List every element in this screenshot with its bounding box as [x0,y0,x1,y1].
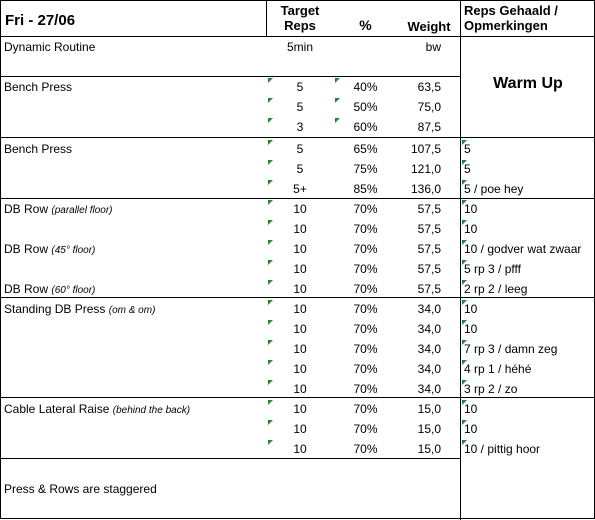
notes-cell: 10 [464,402,478,416]
percent-cell: 70% [353,342,378,356]
percent-cell: 70% [353,402,378,416]
weight-cell: bw [425,40,441,54]
weight-cell: 34,0 [417,382,441,396]
target-reps-cell: 10 [293,442,307,456]
exercise-name [4,77,266,97]
exercise-name [4,159,266,179]
exercise-name [4,439,266,459]
target-reps-cell: 10 [293,322,307,336]
comment-marker-icon [462,320,467,325]
notes-cell: 10 [464,302,478,316]
comment-marker-icon [462,220,467,225]
comment-marker-icon [462,340,467,345]
percent-cell: 85% [353,182,378,196]
target-reps-cell: 10 [293,362,307,376]
comment-marker-icon [462,180,467,185]
comment-marker-icon [268,118,273,123]
exercise-name [4,37,266,57]
comment-marker-icon [268,300,273,305]
percent-cell: 70% [353,322,378,336]
comment-marker-icon [462,380,467,385]
weight-cell: 107,5 [410,142,441,156]
comment-marker-icon [462,420,467,425]
weight-cell: 57,5 [417,282,441,296]
comment-marker-icon [462,260,467,265]
target-reps-cell: 5 [296,100,304,114]
weight-cell: 15,0 [417,422,441,436]
exercise-subtitle: (60° floor) [51,285,96,296]
comment-marker-icon [462,160,467,165]
comment-marker-icon [268,180,273,185]
percent-cell: 70% [353,442,378,456]
percent-cell: 50% [353,100,378,114]
target-reps-cell: 10 [293,282,307,296]
comment-marker-icon [268,440,273,445]
exercise-subtitle: (om & om) [108,305,156,316]
exercise-label: Standing DB Press [4,302,106,316]
percent-cell: 70% [353,362,378,376]
percent-cell: 70% [353,382,378,396]
col-header-percent: % [359,17,372,33]
divider-after-lateral [1,458,460,459]
exercise-name [4,319,266,339]
exercise-name [4,219,266,239]
warmup-label: Warm Up [493,75,563,92]
day-title: Fri - 27/06 [5,12,76,29]
weight-cell: 57,5 [417,222,441,236]
percent-cell: 65% [353,142,378,156]
divider-after-press [1,397,595,398]
comment-marker-icon [462,240,467,245]
comment-marker-icon [268,340,273,345]
comment-marker-icon [462,440,467,445]
notes-cell: 5 [464,162,471,176]
notes-cell [464,97,594,117]
col-header-notes-line1: Reps Gehaald / [464,3,558,18]
table-row [1,399,595,419]
percent-cell: 60% [353,120,378,134]
notes-cell: 10 [464,322,478,336]
col-header-notes-line2: Opmerkingen [464,18,548,33]
comment-marker-icon [268,420,273,425]
target-reps-cell: 10 [293,382,307,396]
divider-after-warmup [1,137,595,138]
notes-cell: 4 rp 1 / héhé [464,362,532,376]
notes-cell: 7 rp 3 / damn zeg [464,342,558,356]
percent-cell [334,37,397,57]
exercise-name [4,57,266,77]
target-reps-cell: 5 [296,142,304,156]
notes-cell: 5 [464,142,471,156]
exercise-name [4,199,266,219]
exercise-name [4,279,266,299]
target-reps-cell: 10 [293,302,307,316]
table-row [1,179,595,199]
table-row [1,37,595,57]
exercise-subtitle: (45° floor) [51,245,96,256]
exercise-name [4,259,266,279]
exercise-name [4,379,266,399]
target-reps-cell: 10 [293,262,307,276]
table-row [1,339,595,359]
comment-marker-icon [462,400,467,405]
percent-cell: 70% [353,302,378,316]
table-row [1,77,595,97]
exercise-subtitle: (parallel floor) [51,205,113,216]
comment-marker-icon [335,78,340,83]
exercise-name [4,97,266,117]
notes-cell [464,37,594,57]
comment-marker-icon [335,98,340,103]
target-reps-cell: 5 [296,80,304,94]
notes-cell: 10 / godver wat zwaar [464,242,582,256]
comment-marker-icon [268,260,273,265]
comment-marker-icon [462,300,467,305]
col-header-weight: Weight [407,19,451,34]
percent-cell: 40% [353,80,378,94]
notes-cell: 10 [464,222,478,236]
weight-cell [398,57,441,77]
exercise-name [4,419,266,439]
notes-cell [464,117,594,137]
weight-cell: 87,5 [417,120,441,134]
exercise-label: Bench Press [4,80,73,94]
table-row [1,139,595,159]
footer-note: Press & Rows are staggered [4,482,157,496]
target-reps-cell: 10 [293,422,307,436]
table-row [1,117,595,137]
exercise-name [4,117,266,137]
table-row [1,379,595,399]
exercise-name [4,139,266,159]
exercise-name [4,179,266,199]
weight-cell: 34,0 [417,322,441,336]
notes-cell: 2 rp 2 / leeg [464,282,528,296]
comment-marker-icon [268,220,273,225]
exercise-name [4,239,266,259]
comment-marker-icon [268,78,273,83]
divider-after-bench [1,198,595,199]
exercise-name [4,299,266,319]
percent-cell: 75% [353,162,378,176]
target-reps-cell: 5+ [293,182,307,196]
notes-cell: 10 / pittig hoor [464,442,541,456]
comment-marker-icon [335,118,340,123]
comment-marker-icon [462,200,467,205]
exercise-label: DB Row [4,202,49,216]
table-row [1,159,595,179]
notes-cell: 5 / poe hey [464,182,524,196]
comment-marker-icon [268,200,273,205]
exercise-label: Bench Press [4,142,73,156]
weight-cell: 136,0 [410,182,441,196]
target-reps-cell [267,57,333,77]
percent-cell: 70% [353,242,378,256]
comment-marker-icon [462,140,467,145]
weight-cell: 15,0 [417,442,441,456]
comment-marker-icon [268,98,273,103]
target-reps-cell: 10 [293,342,307,356]
exercise-label: DB Row [4,282,49,296]
percent-cell: 70% [353,422,378,436]
exercise-name [4,339,266,359]
comment-marker-icon [268,160,273,165]
weight-cell: 63,5 [417,80,441,94]
percent-cell: 70% [353,202,378,216]
table-row [1,299,595,319]
col-header-target-reps-line1: Target [280,3,320,18]
weight-cell: 57,5 [417,242,441,256]
percent-cell: 70% [353,282,378,296]
table-row [1,97,595,117]
table-row [1,419,595,439]
weight-cell: 121,0 [410,162,441,176]
comment-marker-icon [268,280,273,285]
exercise-subtitle: (behind the back) [112,405,191,416]
notes-cell [464,57,594,77]
percent-cell [334,57,397,77]
notes-cell: 5 rp 3 / pfff [464,262,521,276]
weight-cell: 34,0 [417,362,441,376]
comment-marker-icon [268,140,273,145]
weight-cell: 34,0 [417,342,441,356]
table-row [1,239,595,259]
notes-cell [464,77,594,97]
target-reps-cell: 5min [286,40,313,54]
notes-cell: 10 [464,422,478,436]
target-reps-cell: 10 [293,222,307,236]
divider-after-dynamic [1,76,460,77]
divider-vertical-reps [266,1,267,37]
notes-cell: 3 rp 2 / zo [464,382,518,396]
target-reps-cell: 10 [293,242,307,256]
table-row [1,259,595,279]
weight-cell: 15,0 [417,402,441,416]
table-row [1,219,595,239]
divider-vertical-notes [460,1,461,520]
comment-marker-icon [268,320,273,325]
weight-cell: 75,0 [417,100,441,114]
table-row [1,279,595,299]
divider-after-rows [1,297,595,298]
exercise-label: Cable Lateral Raise [4,402,110,416]
table-row [1,439,595,459]
exercise-label: DB Row [4,242,49,256]
percent-cell: 70% [353,222,378,236]
weight-cell: 57,5 [417,202,441,216]
comment-marker-icon [268,360,273,365]
exercise-name [4,359,266,379]
table-row [1,57,595,77]
weight-cell: 34,0 [417,302,441,316]
target-reps-cell: 5 [296,162,304,176]
table-row [1,319,595,339]
comment-marker-icon [462,280,467,285]
target-reps-cell: 10 [293,202,307,216]
divider-header [1,36,595,37]
comment-marker-icon [268,380,273,385]
weight-cell: 57,5 [417,262,441,276]
target-reps-cell: 3 [296,120,304,134]
exercise-name [4,399,266,419]
comment-marker-icon [268,400,273,405]
comment-marker-icon [462,360,467,365]
table-row [1,359,595,379]
exercise-label: Dynamic Routine [4,40,96,54]
notes-cell: 10 [464,202,478,216]
table-row [1,199,595,219]
comment-marker-icon [268,240,273,245]
percent-cell: 70% [353,262,378,276]
target-reps-cell: 10 [293,402,307,416]
col-header-target-reps-line2: Reps [284,18,316,33]
